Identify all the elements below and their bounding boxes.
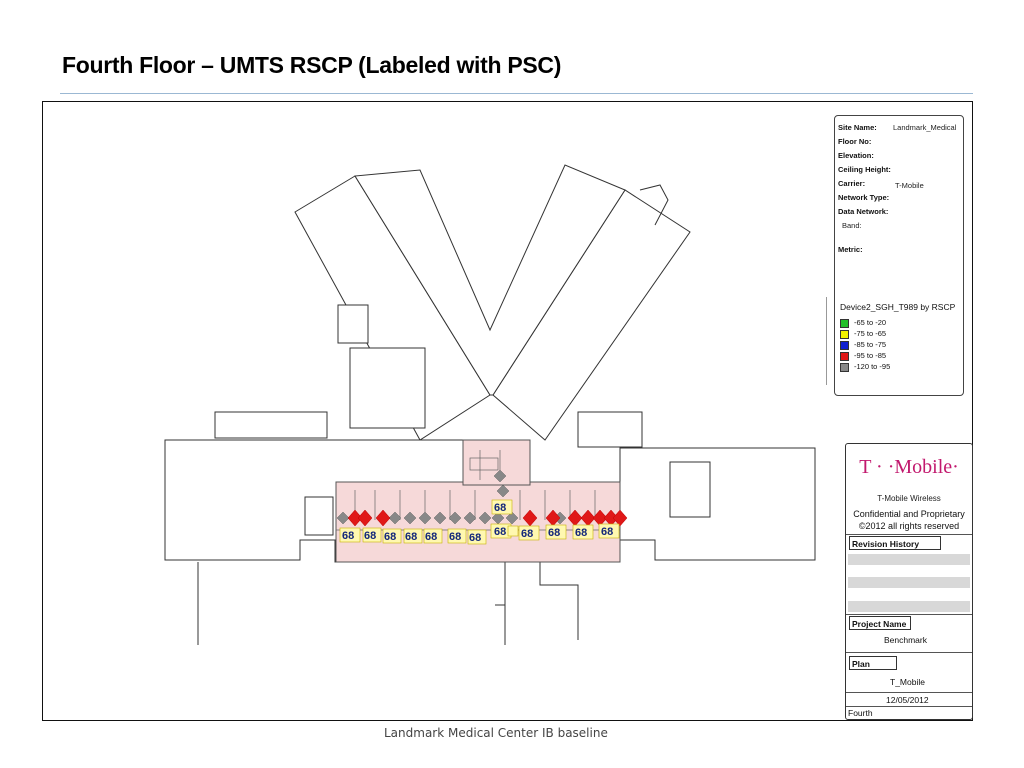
psc-label: 68 [601,526,614,538]
psc-label: 68 [384,531,397,543]
company-name: T-Mobile Wireless [877,494,941,503]
room-left-small [305,497,333,535]
legend-item-label: -85 to -75 [854,340,887,349]
legend-swatch-blue [840,341,849,350]
divider [846,652,972,653]
data-network-label: Data Network: [838,207,889,216]
divider [846,706,972,707]
psc-label: 68 [425,531,438,543]
left-annex-small [338,305,368,343]
legend-item-label: -75 to -65 [854,329,887,338]
divider [846,692,972,693]
room-top-left [215,412,327,438]
project-name-label: Project Name [849,616,911,630]
psc-label: 68 [469,532,482,544]
plan-label: Plan [849,656,897,670]
legend-title: Device2_SGH_T989 by RSCP [840,302,956,312]
site-name-value: Landmark_Medical [893,123,957,132]
psc-label: 68 [449,531,462,543]
legend-swatch-red [840,352,849,361]
confidential-line-1: Confidential and Proprietary [853,509,965,519]
revision-row [848,577,970,588]
slide-title: Fourth Floor – UMTS RSCP (Labeled with PSC) [62,52,562,78]
divider [846,534,972,535]
site-name-label: Site Name: [838,123,877,132]
legend-swatch-green [840,319,849,328]
legend-item-label: -95 to -85 [854,351,887,360]
tmobile-logo: T · ·Mobile· [859,456,959,478]
legend-item [840,362,890,372]
metric-label: Metric: [838,245,863,254]
legend-item [840,318,886,328]
revision-row [848,554,970,565]
network-type-label: Network Type: [838,193,890,202]
title-block [845,443,973,720]
legend-swatch-yellow [840,330,849,339]
elevation-label: Elevation: [838,151,874,160]
psc-label: 68 [342,530,355,542]
floor-value: Fourth [848,708,873,718]
psc-label: 68 [548,527,561,539]
ceiling-height-label: Ceiling Height: [838,165,891,174]
legend-swatch-gray [840,363,849,372]
carrier-label: Carrier: [838,179,866,188]
psc-label: 68 [575,527,588,539]
band-label: Band: [842,221,862,230]
legend-item [840,340,886,350]
psc-label: 68 [494,502,507,514]
right-annex [578,412,642,447]
divider [846,614,972,615]
revision-history-label: Revision History [849,536,941,550]
psc-label: 68 [364,530,377,542]
legend-item [840,351,886,361]
legend-item-label: -65 to -20 [854,318,887,327]
floor-no-label: Floor No: [838,137,872,146]
legend-item [840,329,886,339]
date-value: 12/05/2012 [886,695,929,705]
confidential-line-2: ©2012 all rights reserved [858,521,960,531]
project-name-value: Benchmark [884,635,927,645]
revision-row [848,601,970,612]
plan-value: T_Mobile [890,677,925,687]
psc-label: 68 [405,531,418,543]
psc-label: 68 [521,528,534,540]
left-annex [350,348,425,428]
legend-item-label: -120 to -95 [854,362,891,371]
carrier-value: T-Mobile [895,181,924,190]
rscp-legend [826,297,961,385]
psc-label: 68 [494,526,507,538]
room-right [670,462,710,517]
slide-footer: Landmark Medical Center IB baseline [384,726,608,740]
